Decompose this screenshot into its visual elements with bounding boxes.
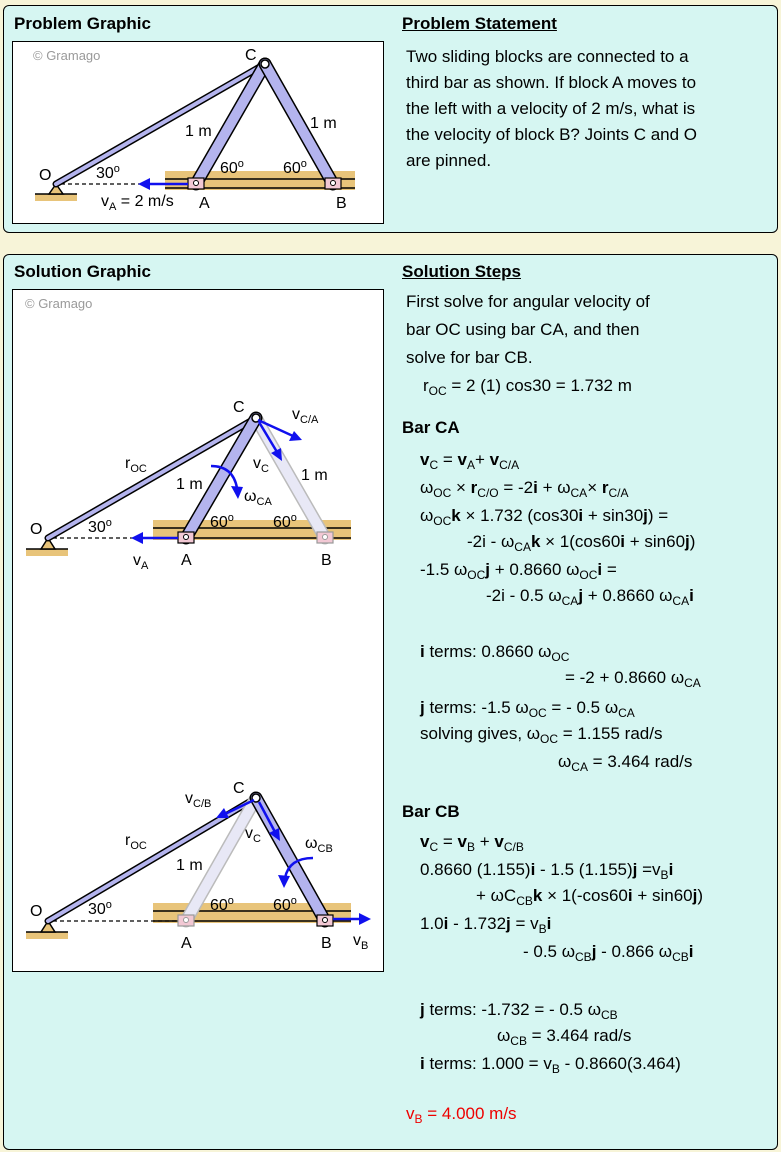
label-cb-length: 1 m bbox=[301, 467, 328, 484]
label-omega-cb: $\omega_{CB}$ bbox=[305, 835, 333, 855]
label-angle-60-a: 60$^o$ bbox=[220, 158, 244, 177]
label-cb-length: 1 m bbox=[310, 115, 337, 132]
ca-step: i terms: 0.8660 $\omega_{OC}$ bbox=[420, 642, 570, 664]
label-ca-length: 1 m bbox=[176, 857, 203, 874]
label-ca-length: 1 m bbox=[176, 476, 203, 493]
ca-step: = -2 + 0.8660 $\omega_{CA}$ bbox=[565, 668, 701, 690]
statement-line: third bar as shown. If block A moves to bbox=[406, 73, 697, 92]
label-ca-length: 1 m bbox=[185, 123, 212, 140]
roc-equation: $r_{OC} = 2$ (1) cos30 = 1.732 m bbox=[423, 376, 632, 398]
label-angle-30: 30$^o$ bbox=[96, 163, 120, 182]
ca-step: -2i - 0.5 $\omega_{CA}j + 0.8660$ $\omega_{CA}i$ bbox=[486, 586, 694, 608]
problem-graphic-title: Problem Graphic bbox=[14, 14, 151, 33]
label-angle-30: 30$^o$ bbox=[88, 899, 112, 918]
intro-line: bar OC using bar CA, and then bbox=[406, 320, 640, 339]
cb-step: j terms: -1.732 = - 0.5 $\omega_{CB}$ bbox=[420, 1000, 618, 1022]
label-c: C bbox=[233, 399, 245, 416]
statement-line: Two sliding blocks are connected to a bbox=[406, 47, 689, 66]
label-va-value: $v_A = 2$ m/s bbox=[101, 193, 174, 213]
label-a: A bbox=[181, 552, 192, 569]
label-vca: $v_{C/A}$ bbox=[292, 406, 319, 426]
ca-step: $v_C = v_A+ v_{C/A}$ bbox=[420, 450, 520, 472]
label-omega-ca: $\omega_{CA}$ bbox=[244, 488, 272, 508]
label-angle-30: 30$^o$ bbox=[88, 517, 112, 536]
cb-step: 0.8660 (1.155)i - 1.5 $(1.155)j =v_Bi$ bbox=[420, 860, 674, 882]
bar-ca-title: Bar CA bbox=[402, 418, 460, 437]
ca-step: $\omega_{OC}k \times 1.732$ (cos30i + sin30j) = bbox=[420, 506, 669, 528]
statement-line: are pinned. bbox=[406, 151, 492, 170]
cb-step: i terms: $1.000 = v_B - 0.8660(3.464)$ bbox=[420, 1054, 681, 1076]
label-angle-60-a: 60$^o$ bbox=[210, 895, 234, 914]
solution-graphic-title: Solution Graphic bbox=[14, 262, 151, 281]
label-angle-60-b: 60$^o$ bbox=[273, 895, 297, 914]
cb-step: - 0.5 $\omega_{CB}j - 0.866$ $\omega_{CB}i$ bbox=[523, 942, 694, 964]
cb-step: $1.0i - 1.732j = v_Bi$ bbox=[420, 914, 552, 936]
label-c: C bbox=[245, 47, 257, 64]
ca-step: j terms: -1.5 $\omega_{OC}$ = - 0.5 $\omega_{CA}$ bbox=[420, 698, 635, 720]
ca-step: $\omega_{OC} \times r_{C/O} = -2i + \omega_{CA}\times r_{C/A}$ bbox=[420, 478, 629, 500]
intro-line: solve for bar CB. bbox=[406, 348, 533, 367]
statement-line: the velocity of block B? Joints C and O bbox=[406, 125, 698, 144]
label-c: C bbox=[233, 780, 245, 797]
label-vcb: $v_{C/B}$ bbox=[185, 790, 212, 810]
copyright: © Gramago bbox=[25, 296, 93, 311]
ca-step: $\omega_{CA} = 3.464$ rad/s bbox=[558, 752, 693, 774]
bar-cb-title: Bar CB bbox=[402, 802, 460, 821]
answer: $v_B = 4.000$ m/s bbox=[406, 1104, 517, 1126]
cb-step: $\omega_{CB} = 3.464$ rad/s bbox=[497, 1026, 632, 1048]
label-o: O bbox=[30, 903, 43, 920]
label-b: B bbox=[321, 552, 332, 569]
label-b: B bbox=[336, 195, 347, 212]
ca-step: -1.5 $\omega_{OC}j + 0.8660$ $\omega_{OC}i$ = bbox=[420, 560, 617, 582]
copyright: © Gramago bbox=[33, 48, 101, 63]
cb-step: $v_C = v_B + v_{C/B}$ bbox=[420, 832, 524, 854]
label-vc: $v_C$ bbox=[245, 825, 261, 845]
label-vb: $v_B$ bbox=[353, 932, 369, 952]
label-vc: $v_C$ bbox=[253, 455, 269, 475]
label-angle-60-b: 60$^o$ bbox=[283, 158, 307, 177]
label-angle-60-a: 60$^o$ bbox=[210, 512, 234, 531]
label-roc: $r_{OC}$ bbox=[125, 832, 147, 852]
label-roc: $r_{OC}$ bbox=[125, 455, 147, 475]
label-a: A bbox=[181, 935, 192, 952]
ca-step: solving gives, $\omega_{OC} = 1.155$ rad/s bbox=[420, 724, 663, 746]
ca-step: $-2i - \omega_{CA}k \times 1(\cos 60i + \sin 60j)$ bbox=[467, 532, 696, 554]
label-o: O bbox=[30, 521, 43, 538]
label-va: $v_A$ bbox=[133, 552, 149, 572]
label-angle-60-b: 60$^o$ bbox=[273, 512, 297, 531]
label-a: A bbox=[199, 195, 210, 212]
cb-step: + $\omega C_{CB}k \times 1(-\cos 60i + \sin 60j)$ bbox=[476, 886, 704, 908]
problem-statement-title: Problem Statement bbox=[402, 14, 557, 33]
label-b: B bbox=[321, 935, 332, 952]
intro-line: First solve for angular velocity of bbox=[406, 292, 650, 311]
label-o: O bbox=[39, 167, 52, 184]
solution-steps-title: Solution Steps bbox=[402, 262, 521, 281]
statement-line: the left with a velocity of 2 m/s, what is bbox=[406, 99, 696, 118]
